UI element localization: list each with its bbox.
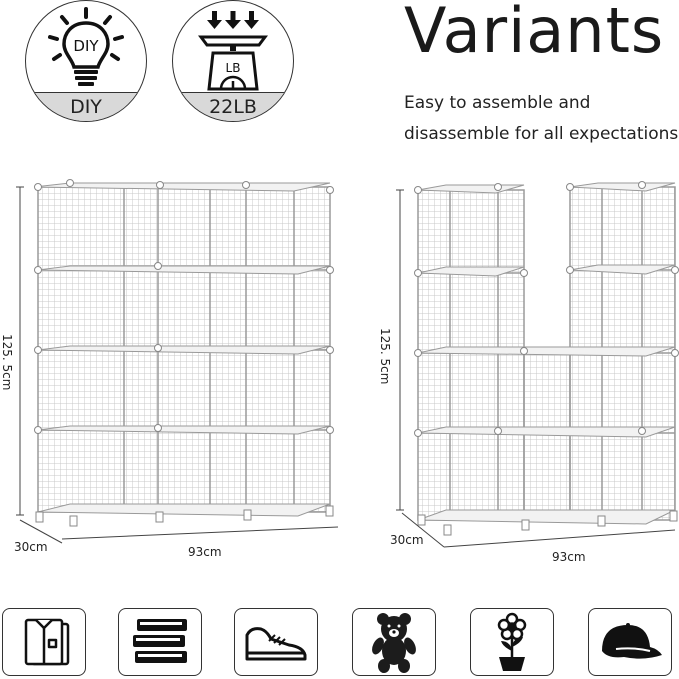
scale-icon — [173, 1, 293, 93]
lightbulb-icon — [26, 1, 146, 93]
shoe-icon — [241, 617, 311, 667]
teddy-bear-icon-box — [352, 608, 436, 676]
shirt-icon — [14, 614, 74, 670]
scale-text: LB — [225, 61, 241, 75]
page-title: Variants — [404, 0, 665, 67]
left-depth-dimension: 30cm — [14, 540, 48, 554]
cube-organizer-16-image — [0, 175, 345, 575]
shirt-icon-box — [2, 608, 86, 676]
teddy-bear-icon — [369, 611, 419, 673]
description-line-1: Easy to assemble and — [404, 93, 591, 113]
flower-pot-icon-box — [470, 608, 554, 676]
left-height-dimension: 125. 5cm — [0, 334, 14, 391]
weight-label: 22LB — [173, 92, 293, 121]
weight-badge — [172, 0, 294, 122]
cube-organizer-variant-image — [380, 175, 679, 575]
right-height-dimension: 125. 5cm — [378, 328, 392, 385]
diy-icon-text: DIY — [73, 37, 99, 55]
right-width-dimension: 93cm — [552, 550, 586, 564]
shoe-icon-box — [234, 608, 318, 676]
books-icon — [127, 613, 193, 671]
cap-icon-box — [588, 608, 672, 676]
description-line-2: disassemble for all expectations — [404, 124, 679, 144]
books-icon-box — [118, 608, 202, 676]
flower-pot-icon — [489, 611, 535, 673]
cap-icon — [594, 617, 666, 667]
left-width-dimension: 93cm — [188, 545, 222, 559]
diy-badge — [25, 0, 147, 122]
right-depth-dimension: 30cm — [390, 533, 424, 547]
diy-label: DIY — [26, 92, 146, 121]
